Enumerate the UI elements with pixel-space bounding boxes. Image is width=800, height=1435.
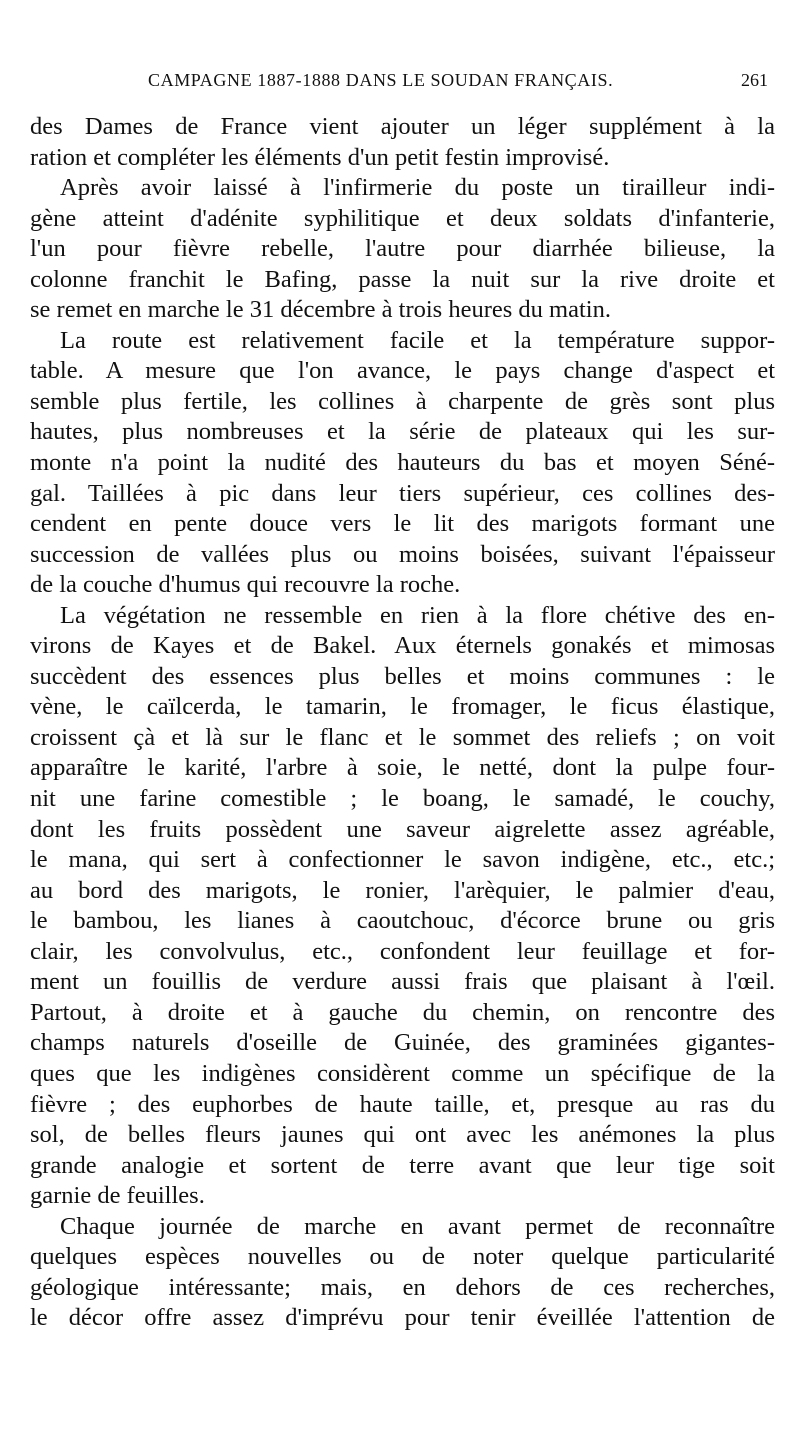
body-text [30,112,775,1334]
text-line: le décor offre assez d'imprévu pour tenir éveillée l'attention de [30,1304,775,1332]
text-line: succèdent des essences plus belles et moins communes : le [30,662,775,690]
text-line: champs naturels d'oseille de Guinée, des graminées gigantes- [30,1029,775,1057]
text-line: dont les fruits possèdent une saveur aigrelette assez agréable, [30,815,775,843]
text-line: monte n'a point la nudité des hauteurs du bas et moyen Séné- [30,449,775,477]
text-line: garnie de feuilles. [30,1182,205,1210]
text-line: ques que les indigènes considèrent comme un spécifique de la [30,1059,775,1087]
text-line: sol, de belles fleurs jaunes qui ont avec les anémones la plus [30,1121,775,1149]
text-line: gal. Taillées à pic dans leur tiers supérieur, ces collines des- [30,479,775,507]
text-line: clair, les convolvulus, etc., confondent leur feuillage et for- [30,937,775,965]
page-header [148,70,768,98]
text-line: le bambou, les lianes à caoutchouc, d'écorce brune ou gris [30,907,775,935]
text-line: ment un fouillis de verdure aussi frais que plaisant à l'œil. [30,968,775,996]
text-line: hautes, plus nombreuses et la série de plateaux qui les sur- [30,418,775,446]
text-line: se remet en marche le 31 décembre à trois heures du matin. [30,296,611,324]
text-line: vène, le caïlcerda, le tamarin, le fromager, le ficus élastique, [30,693,775,721]
text-line: nit une farine comestible ; le boang, le samadé, le couchy, [30,785,775,813]
running-title: CAMPAGNE 1887-1888 DANS LE SOUDAN FRANÇAIS. [148,70,614,90]
text-line: Partout, à droite et à gauche du chemin, on rencontre des [30,998,775,1026]
text-line: semble plus fertile, les collines à charpente de grès sont plus [30,387,775,415]
text-line: croissent çà et là sur le flanc et le sommet des reliefs ; on voit [30,723,775,751]
text-line: des Dames de France vient ajouter un léger supplément à la [30,113,775,140]
text-line: au bord des marigots, le ronier, l'arèquier, le palmier d'eau, [30,876,775,904]
text-line: colonne franchit le Bafing, passe la nuit sur la rive droite et [30,265,775,293]
text-line: Après avoir laissé à l'infirmerie du poste un tirailleur indi- [60,174,775,202]
text-line: La route est relativement facile et la température suppor- [60,326,775,354]
text-line: de la couche d'humus qui recouvre la roche. [30,571,461,599]
page-number: 261 [741,70,768,90]
text-line: grande analogie et sortent de terre avant que leur tige soit [30,1151,775,1179]
text-line: La végétation ne ressemble en rien à la flore chétive des en- [60,601,775,629]
text-line: gène atteint d'adénite syphilitique et deux soldats d'infanterie, [30,204,775,232]
text-line: table. A mesure que l'on avance, le pays change d'aspect et [30,357,775,385]
text-line: Chaque journée de marche en avant permet de reconnaître [60,1212,775,1240]
text-line: apparaître le karité, l'arbre à soie, le netté, dont la pulpe four- [30,754,775,782]
text-line: succession de vallées plus ou moins boisées, suivant l'épaisseur [30,540,775,568]
text-line: quelques espèces nouvelles ou de noter quelque particularité [30,1243,775,1271]
text-line: fièvre ; des euphorbes de haute taille, et, presque au ras du [30,1090,775,1118]
text-line: l'un pour fièvre rebelle, l'autre pour diarrhée bilieuse, la [30,235,775,263]
text-line: virons de Kayes et de Bakel. Aux éternels gonakés et mimosas [30,632,775,660]
text-line: géologique intéressante; mais, en dehors de ces recherches, [30,1273,775,1301]
text-line: le mana, qui sert à confectionner le savon indigène, etc., etc.; [30,846,775,874]
text-line: cendent en pente douce vers le lit des marigots formant une [30,510,775,538]
text-line: ration et compléter les éléments d'un petit festin improvisé. [30,143,610,171]
